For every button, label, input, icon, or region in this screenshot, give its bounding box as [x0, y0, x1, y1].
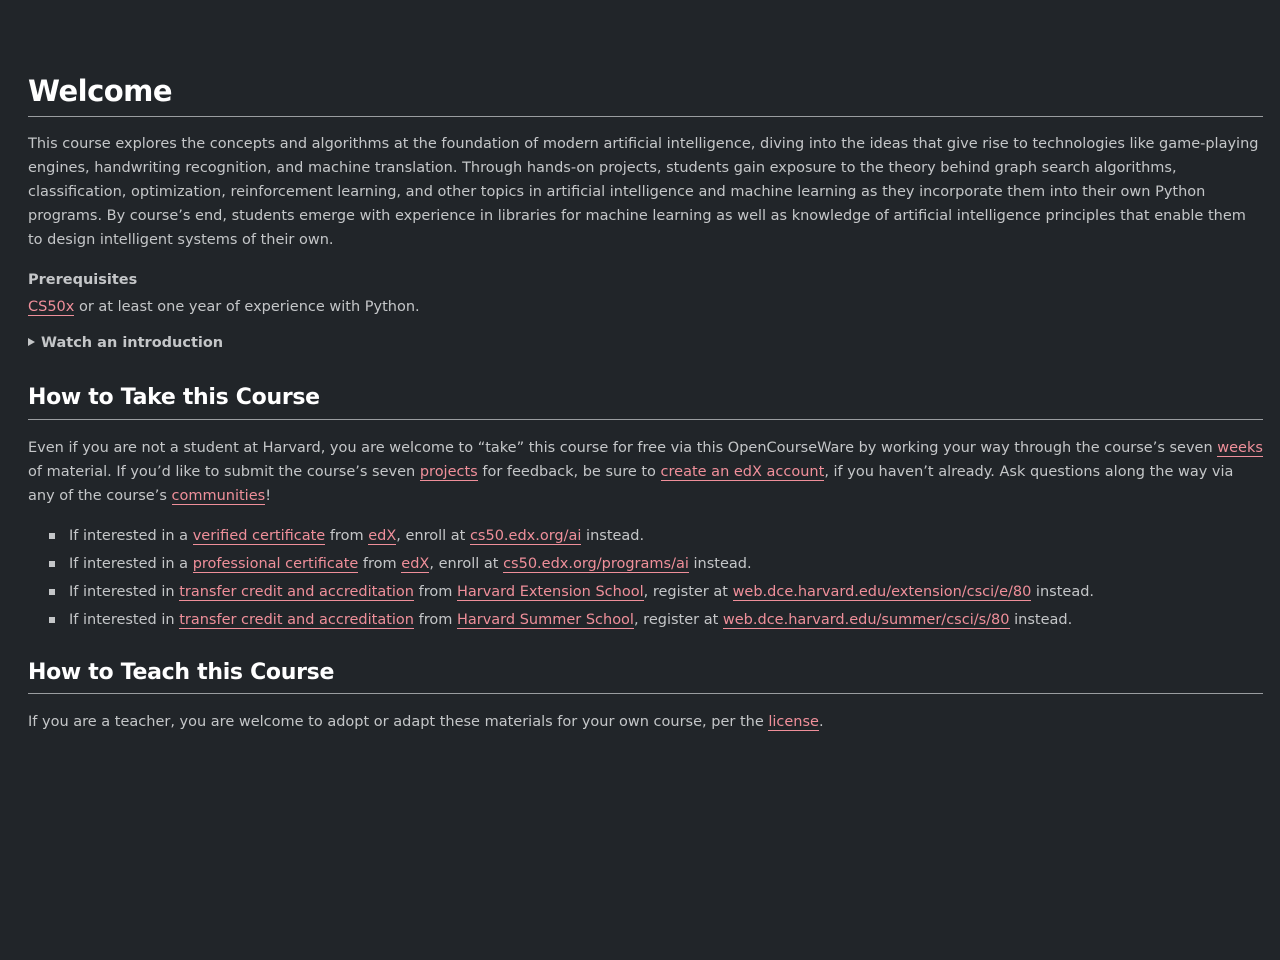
bullet-text: , enroll at — [429, 555, 504, 572]
communities-link[interactable]: communities — [171, 487, 266, 504]
teach-course-description — [28, 710, 1263, 734]
transfer-credit-link[interactable]: transfer credit and accreditation — [179, 583, 414, 600]
square-bullet-icon — [49, 561, 55, 567]
weeks-link[interactable]: weeks — [1217, 439, 1263, 456]
cs50x-link[interactable]: CS50x — [28, 299, 75, 316]
prerequisites-rest: or at least one year of experience with Python. — [74, 299, 420, 316]
bullet-text: If interested in a — [69, 527, 193, 544]
square-bullet-icon — [49, 617, 55, 623]
extension-registration-link[interactable]: web.dce.harvard.edu/extension/csci/e/80 — [732, 583, 1032, 600]
projects-link[interactable]: projects — [419, 463, 478, 480]
cs50-edx-programs-ai-link[interactable]: cs50.edx.org/programs/ai — [503, 555, 689, 572]
bullet-text: If interested in a — [69, 555, 193, 572]
bullet-text: from — [325, 527, 369, 544]
professional-certificate-link[interactable]: professional certificate — [192, 555, 359, 572]
bullet-text: from — [413, 611, 457, 628]
bullet-text: If interested in — [69, 583, 180, 600]
take-text-1: Even if you are not a student at Harvard, you are welcome to “take” this course for free via this OpenCourseWare by working your way through the course’s seven — [28, 439, 1218, 456]
square-bullet-icon — [49, 533, 55, 539]
triangle-right-icon — [28, 338, 35, 346]
prerequisites-heading: Prerequisites — [28, 272, 138, 289]
bullet-text: instead. — [688, 555, 752, 572]
welcome-heading: Welcome — [28, 74, 1263, 117]
bullet-text: instead. — [1031, 583, 1095, 600]
harvard-extension-school-link[interactable]: Harvard Extension School — [456, 583, 644, 600]
bullet-text: instead. — [581, 527, 645, 544]
license-link[interactable]: license — [768, 714, 819, 731]
bullet-text: , register at — [643, 583, 733, 600]
create-edx-account-link[interactable]: create an edX account — [660, 463, 825, 480]
square-bullet-icon — [49, 589, 55, 595]
transfer-credit-link[interactable]: transfer credit and accreditation — [179, 611, 414, 628]
teach-text-1: If you are a teacher, you are welcome to adopt or adapt these materials for your own course, per the — [28, 714, 769, 731]
watch-introduction-toggle[interactable] — [28, 331, 223, 355]
take-text-3: for feedback, be sure to — [477, 463, 661, 480]
edx-link[interactable]: edX — [368, 527, 397, 544]
bullet-text: instead. — [1009, 611, 1073, 628]
take-text-2: of material. If you’d like to submit the course’s seven — [28, 463, 420, 480]
list-item — [49, 550, 1263, 578]
teach-course-heading: How to Teach this Course — [28, 660, 1263, 694]
take-course-description — [28, 436, 1263, 508]
bullet-text: , register at — [633, 611, 723, 628]
take-course-section — [28, 385, 1263, 634]
bullet-text: If interested in — [69, 611, 180, 628]
take-text-4: , if you haven’t already. Ask questions along the way via any of the course’s — [28, 463, 1234, 504]
bullet-text: , enroll at — [396, 527, 470, 544]
take-course-heading: How to Take this Course — [28, 385, 1263, 419]
bullet-text: from — [413, 583, 457, 600]
list-item — [49, 578, 1263, 606]
welcome-section — [28, 74, 1263, 355]
teach-course-section — [28, 660, 1263, 734]
watch-introduction-label: Watch an introduction — [41, 335, 224, 352]
list-item — [49, 606, 1263, 634]
verified-certificate-link[interactable]: verified certificate — [192, 527, 326, 544]
edx-link[interactable]: edX — [401, 555, 430, 572]
course-description: This course explores the concepts and algorithms at the foundation of modern artificial intelligence, diving into the ideas that give rise to technologies like game-playing engines, handwriting recognition, and machine translation. Through hands-on projects, students gain exposure to the theory behind graph search algorithms, classification, optimization, reinforcement learning, and other topics in artificial intelligence and machine learning as they incorporate them into their own Python programs. By course’s end, students emerge with experience in libraries for machine learning as well as knowledge of artificial intelligence principles that enable them to design intelligent systems of their own. — [28, 135, 1259, 249]
course-page — [28, 74, 1263, 734]
take-text-5: ! — [265, 487, 272, 504]
enrollment-options-list — [28, 522, 1263, 634]
cs50-edx-ai-link[interactable]: cs50.edx.org/ai — [469, 527, 582, 544]
prerequisites-text — [28, 295, 1263, 319]
teach-text-2: . — [818, 714, 824, 731]
summer-registration-link[interactable]: web.dce.harvard.edu/summer/csci/s/80 — [722, 611, 1010, 628]
list-item — [49, 522, 1263, 550]
bullet-text: from — [358, 555, 402, 572]
harvard-summer-school-link[interactable]: Harvard Summer School — [456, 611, 634, 628]
